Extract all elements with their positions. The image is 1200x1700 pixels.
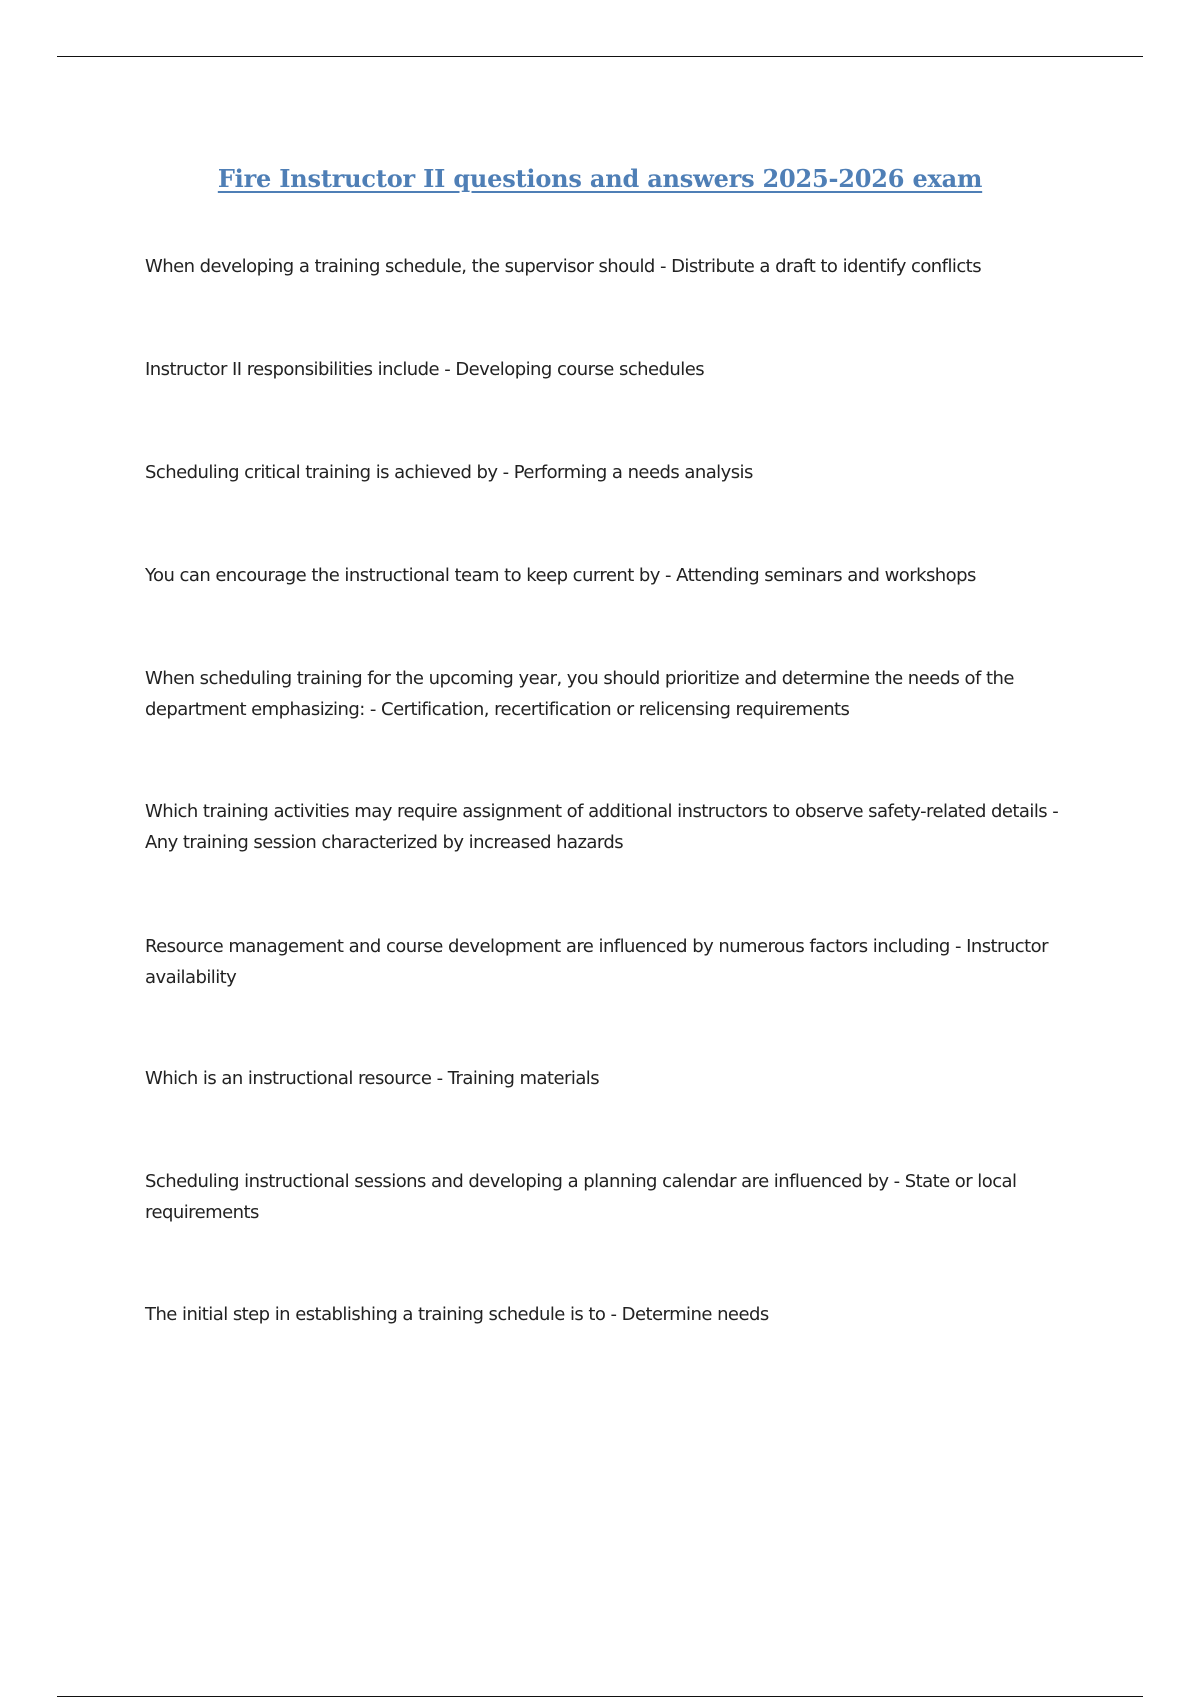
footer-rule — [57, 1696, 1143, 1697]
qa-item: Which is an instructional resource - Training materials — [145, 1068, 600, 1089]
qa-item: When scheduling training for the upcoming year, you should prioritize and determine the needs of the department emphasizing: - Certification, recertification or relicensing requirements — [145, 668, 1014, 720]
qa-item: Scheduling instructional sessions and developing a planning calendar are influenced by - State or local requirements — [145, 1171, 1017, 1223]
qa-item: Scheduling critical training is achieved by - Performing a needs analysis — [145, 462, 753, 483]
header-rule — [57, 56, 1143, 57]
qa-item: Which training activities may require assignment of additional instructors to observe safety-related details - Any training session characterized by increased hazards — [145, 801, 1059, 853]
qa-item: Instructor II responsibilities include - Developing course schedules — [145, 359, 705, 380]
qa-item: When developing a training schedule, the supervisor should - Distribute a draft to identify conflicts — [145, 256, 982, 277]
qa-item: The initial step in establishing a training schedule is to - Determine needs — [145, 1304, 769, 1325]
qa-item: Resource management and course development are influenced by numerous factors including - Instructor availability — [145, 936, 1048, 988]
document-title: Fire Instructor II questions and answers 2025-2026 exam — [217, 164, 983, 193]
qa-item: You can encourage the instructional team to keep current by - Attending seminars and workshops — [145, 565, 976, 586]
